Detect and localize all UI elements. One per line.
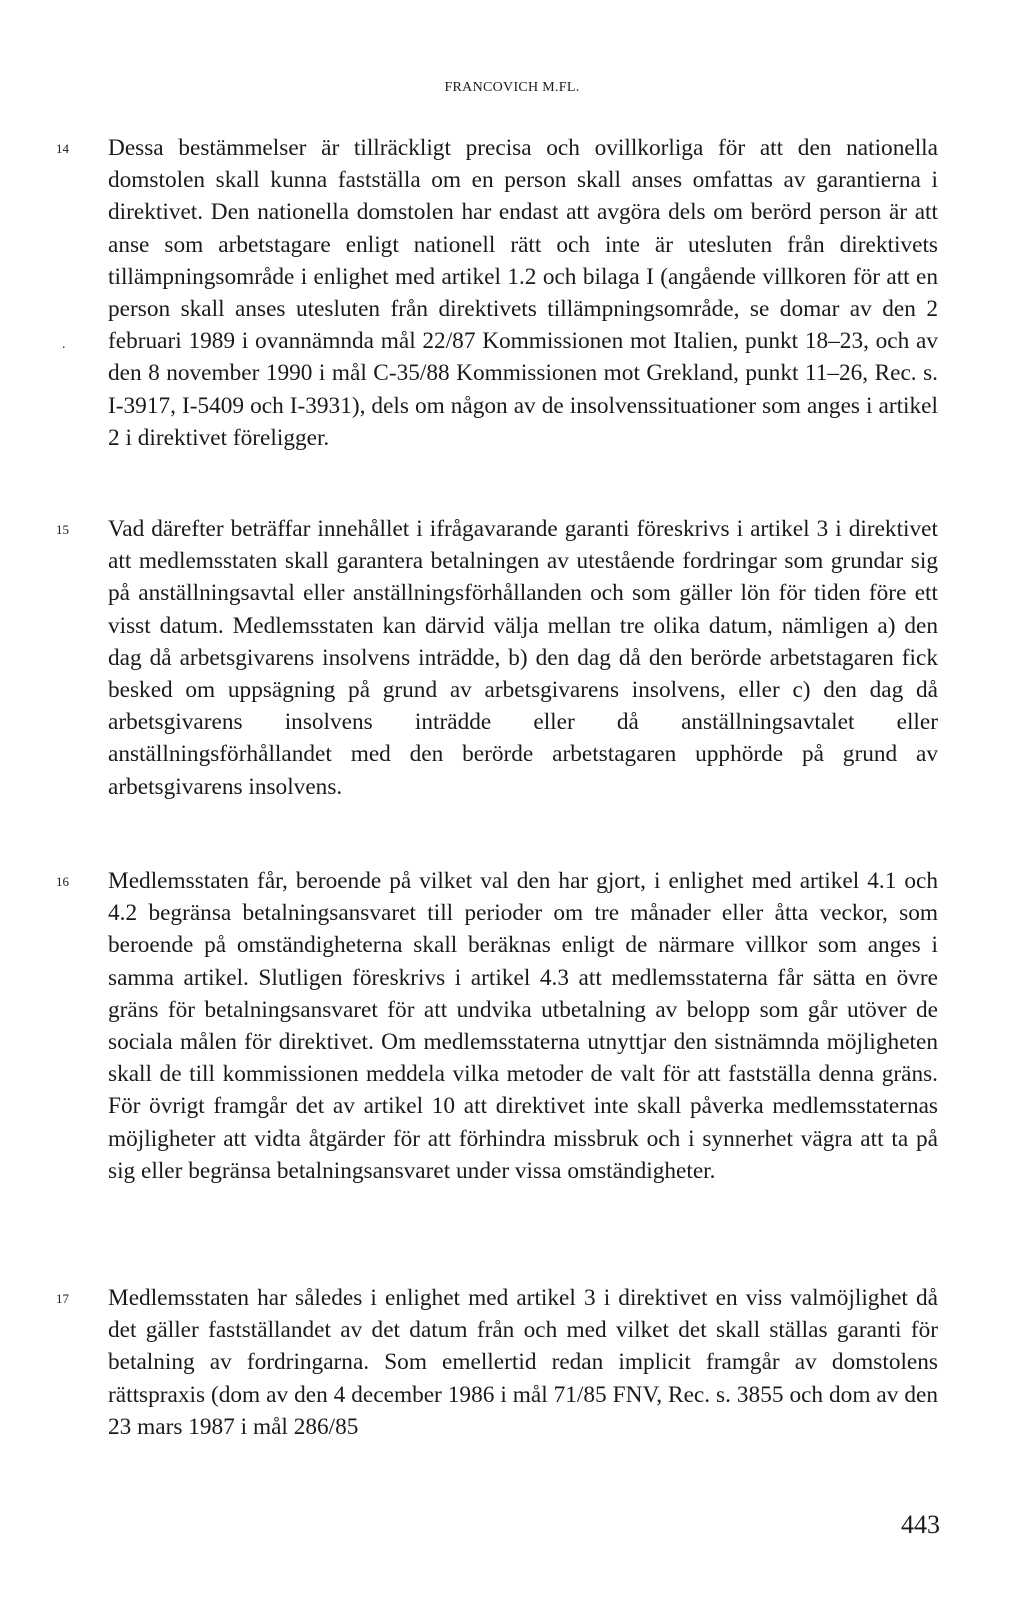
- paragraph-text: Medlemsstaten har således i enlighet med artikel 3 i direktivet en viss valmöjlighet då det gäller fastställandet av det datum från och med vilket det skall ställas garanti för betalning av fordringarna. Som emellertid redan implicit framgår av domstolens rättspraxis (dom av den 4 december 1986 i mål 71/85 FNV, Rec. s. 3855 och dom av den 23 mars 1987 i mål 286/85: [108, 1285, 938, 1440]
- stray-mark: .: [62, 337, 66, 352]
- paragraph-number: 14: [56, 141, 69, 156]
- paragraph-text: Vad därefter beträffar innehållet i ifrågavarande garanti föreskrivs i artikel 3 i direktivet att medlemsstaten skall garantera betalningen av utestående fordringar som grundar sig på anställningsavtal eller anställningsförhållanden och som gäller lön för tiden före ett visst datum. Medlemsstaten kan därvid välja mellan tre olika datum, nämligen a) den dag då arbetsgivarens insolvens inträdde, b) den dag då den berörde arbetstagaren fick besked om uppsägning på grund av arbetsgivarens insolvens, eller c) den dag då arbetsgivarens insolvens inträdde eller då anställningsavtalet eller anställningsförhållandet med den berörde arbetstagaren upphörde på grund av arbetsgivarens insolvens.: [108, 516, 938, 800]
- paragraph-number: 16: [56, 874, 69, 889]
- paragraph-text: Medlemsstaten får, beroende på vilket val den har gjort, i enlighet med artikel 4.1 och 4.2 begränsa betalningsansvaret till perioder om tre månader eller åtta veckor, som beroende på omständigheterna skall beräknas enligt de närmare villkor som anges i samma artikel. Slutligen föreskrivs i artikel 4.3 att medlemsstaterna får sätta en övre gräns för betalningsansvaret för att undvika utbetalning av belopp som går utöver de sociala målen för direktivet. Om medlemsstaterna utnyttjar den sistnämnda möjligheten skall de till kommissionen meddela vilka metoder de valt för att fastställa denna gräns. För övrigt framgår det av artikel 10 att direktivet inte skall påverka medlemsstaternas möjligheter att vidta åtgärder för att förhindra missbruk och i synnerhet vägra att ta på sig eller begränsa betalningsansvaret under vissa omständigheter.: [108, 868, 938, 1184]
- paragraph-number: 15: [56, 522, 69, 537]
- paragraph-number: 17: [56, 1291, 69, 1306]
- page-number: 443: [901, 1510, 940, 1539]
- paragraph-text: Dessa bestämmelser är tillräckligt precisa och ovillkorliga för att den nationella domstolen skall kunna fastställa om en person skall anses omfattas av garantierna i direktivet. Den nationella domstolen har endast att avgöra dels om berörd person är att anse som arbetstagare enligt nationell rätt och inte är utesluten från direktivets tillämpningsområde i enlighet med artikel 1.2 och bilaga I (angående villkoren för att en person skall anses utesluten från direktivets tillämpningsområde, se domar av den 2 februari 1989 i ovannämnda mål 22/87 Kommissionen mot Italien, punkt 18–23, och av den 8 november 1990 i mål C-35/88 Kommissionen mot Grekland, punkt 11–26, Rec. s. I-3917, I-5409 och I-3931), dels om någon av de insolvenssituationer som anges i artikel 2 i direktivet föreligger.: [108, 135, 938, 451]
- running-header: FRANCOVICH M.FL.: [444, 80, 580, 95]
